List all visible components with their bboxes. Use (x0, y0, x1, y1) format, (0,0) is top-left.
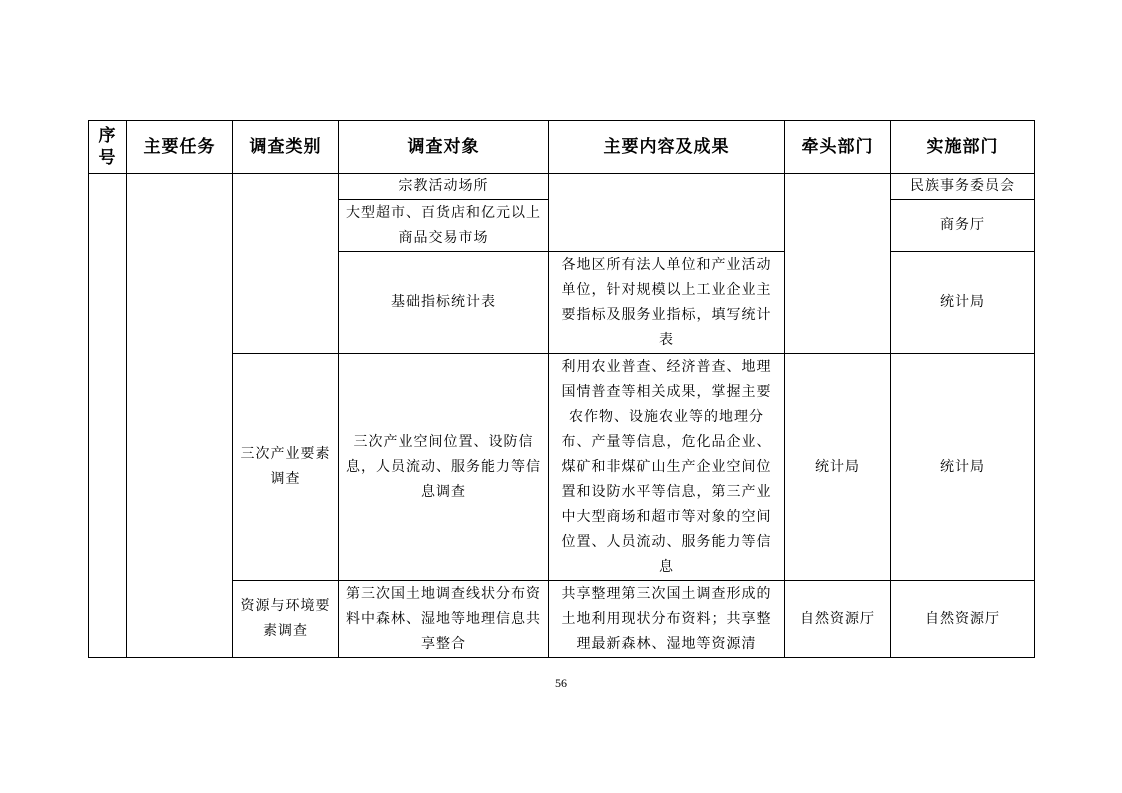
cell-lead-empty (785, 174, 891, 354)
cell-main-task (127, 174, 233, 658)
cell-impl-religious: 民族事务委员会 (891, 174, 1035, 200)
header-seq (89, 121, 127, 174)
cell-seq (89, 174, 127, 658)
table-row (89, 174, 1035, 200)
cell-content-industry: 利用农业普查、经济普查、地理国情普查等相关成果，掌握主要农作物、设施农业等的地理分布、产量等信息，危化品企业、煤矿和非煤矿山生产企业空间位置和设防水平等信息，第三产业中大型商场和超市等对象的空间位置、人员流动、服务能力等信息 (549, 354, 785, 581)
table-header-row (89, 121, 1035, 174)
cell-impl-industry: 统计局 (891, 354, 1035, 581)
header-lead-dept: 牵头部门 (785, 121, 891, 174)
cell-object-stats: 基础指标统计表 (339, 252, 549, 354)
header-impl-dept: 实施部门 (891, 121, 1035, 174)
header-main-task: 主要任务 (127, 121, 233, 174)
header-seq-bottom: 号 (98, 148, 117, 168)
cell-impl-stats: 统计局 (891, 252, 1035, 354)
page-number: 56 (555, 676, 567, 690)
cell-impl-market: 商务厅 (891, 200, 1035, 252)
cell-object-market: 大型超市、百货店和亿元以上商品交易市场 (339, 200, 549, 252)
survey-table (88, 120, 1035, 658)
cell-object-industry: 三次产业空间位置、设防信息，人员流动、服务能力等信息调查 (339, 354, 549, 581)
cell-content-resources: 共享整理第三次国土调查形成的土地利用现状分布资料；共享整理最新森林、湿地等资源清 (549, 581, 785, 658)
cell-content-stats: 各地区所有法人单位和产业活动单位，针对规模以上工业企业主要指标及服务业指标，填写统计表 (549, 252, 785, 354)
header-seq-top: 序 (98, 126, 117, 146)
cell-lead-resources: 自然资源厅 (785, 581, 891, 658)
cell-object-religious: 宗教活动场所 (339, 174, 549, 200)
cell-content-empty (549, 174, 785, 252)
header-object: 调查对象 (339, 121, 549, 174)
header-content: 主要内容及成果 (549, 121, 785, 174)
cell-category-empty (233, 174, 339, 354)
cell-object-resources: 第三次国土地调查线状分布资料中森林、湿地等地理信息共享整合 (339, 581, 549, 658)
cell-impl-resources: 自然资源厅 (891, 581, 1035, 658)
header-category: 调查类别 (233, 121, 339, 174)
cell-category-resources: 资源与环境要素调查 (233, 581, 339, 658)
cell-category-industry: 三次产业要素调查 (233, 354, 339, 581)
cell-lead-industry: 统计局 (785, 354, 891, 581)
